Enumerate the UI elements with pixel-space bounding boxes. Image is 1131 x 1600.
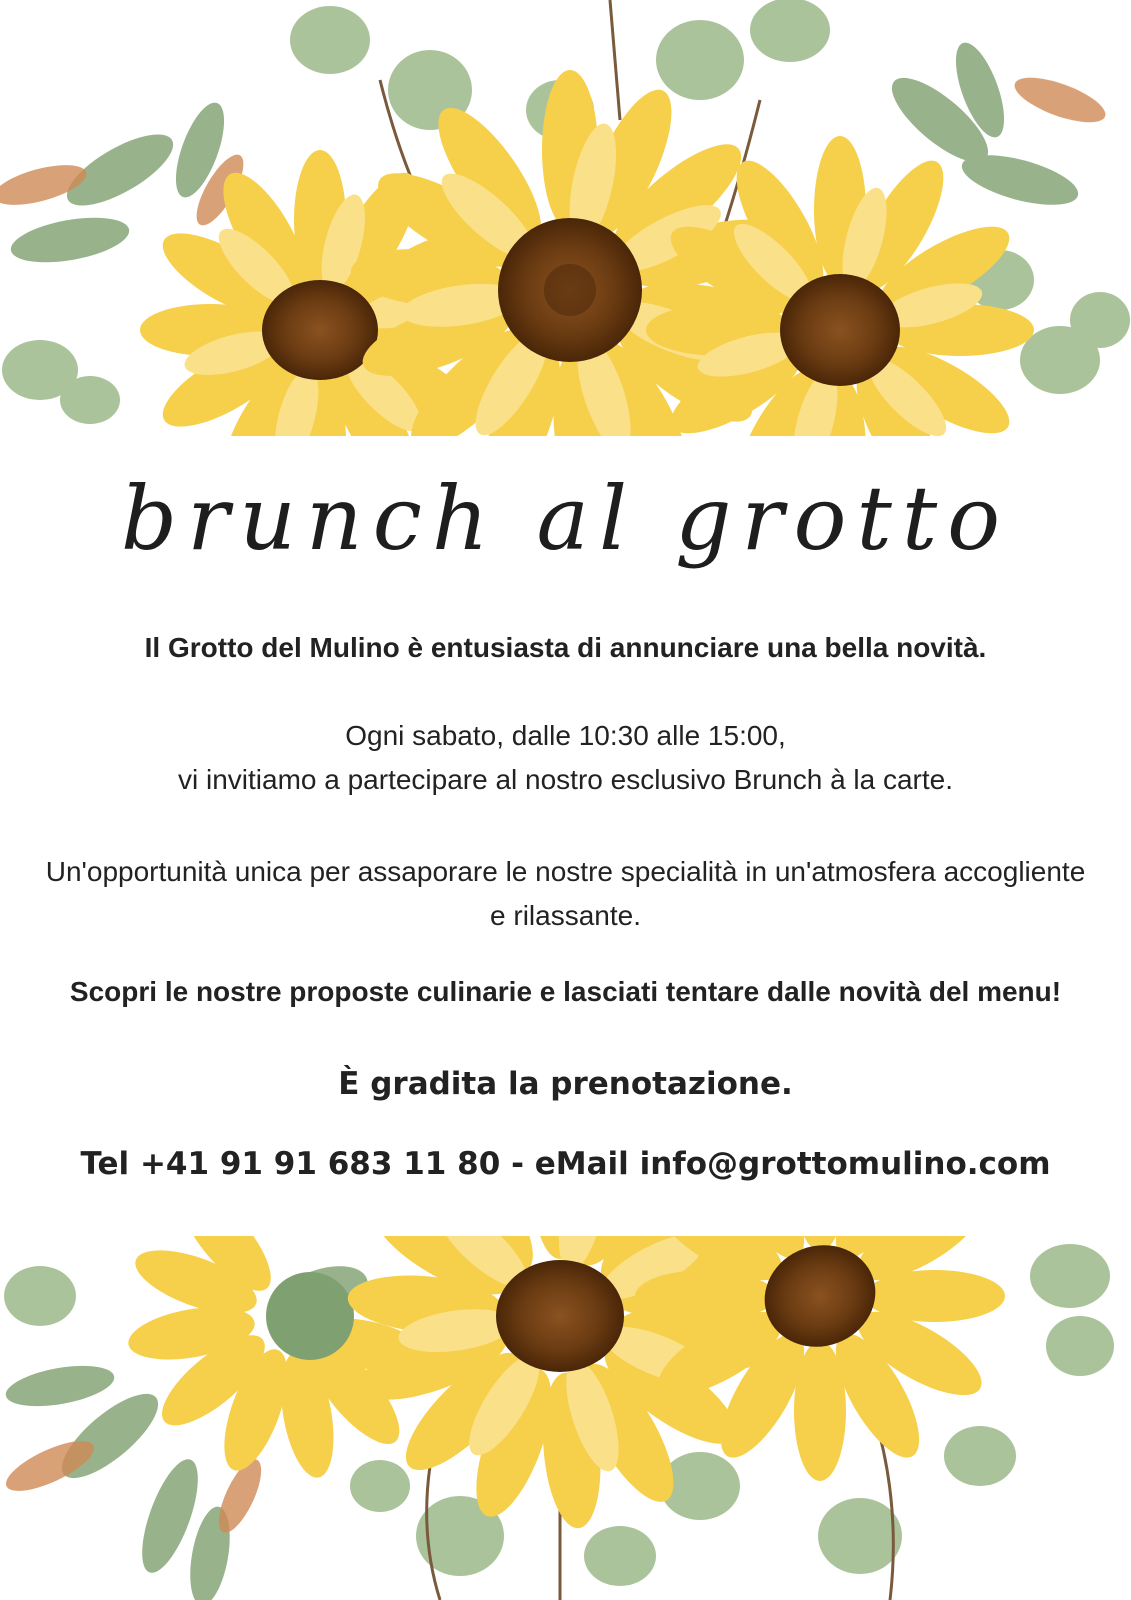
- discover-text: Scopri le nostre proposte culinarie e lasciati tentare dalle novità del menu!: [69, 976, 1062, 1007]
- sunflower-illustration-bottom: [0, 1236, 1131, 1600]
- intro-text: Il Grotto del Mulino è entusiasta di annunciare una bella novità.: [144, 632, 987, 663]
- contact-info: Tel +41 91 91 683 11 80 - eMail info@grottomulino.com: [80, 1146, 1051, 1182]
- flyer-title: brunch al grotto: [120, 467, 1011, 570]
- sunflower-border-top: [0, 0, 1131, 436]
- sunflower-border-bottom: [0, 1236, 1131, 1600]
- schedule-text: [0, 714, 1131, 802]
- schedule-line-1: Ogni sabato, dalle 10:30 alle 15:00,: [345, 720, 786, 751]
- booking-note: È gradita la prenotazione.: [338, 1066, 793, 1102]
- opportunity-text: Un'opportunità unica per assaporare le nostre specialità in un'atmosfera accogliente e rilassante.: [45, 856, 1086, 931]
- flyer-content: [0, 436, 1131, 1236]
- sunflower-illustration-top: [0, 0, 1131, 436]
- schedule-line-2: vi invitiamo a partecipare al nostro esclusivo Brunch à la carte.: [177, 764, 954, 795]
